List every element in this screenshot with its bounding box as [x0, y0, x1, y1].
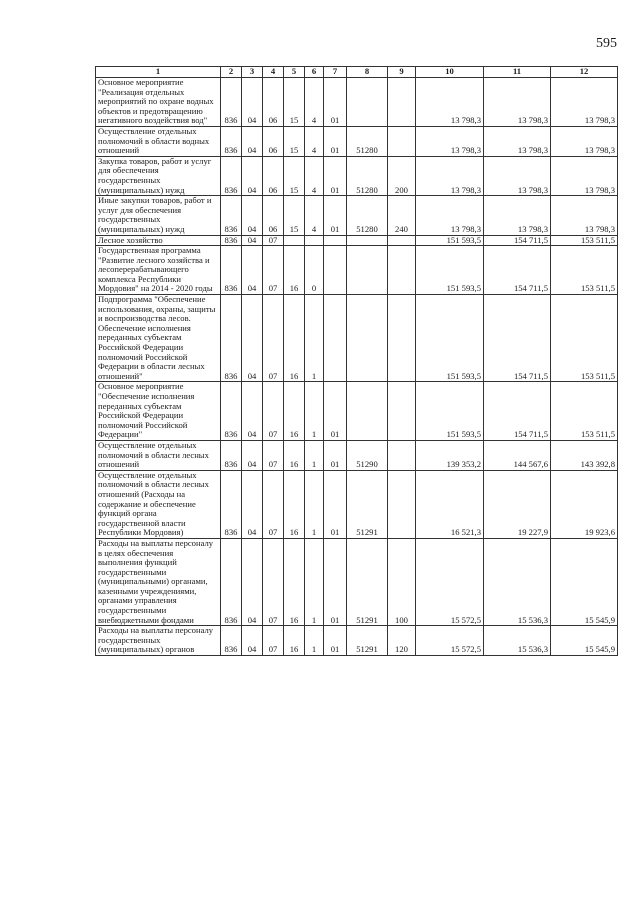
code-subprogram: 4 [305, 196, 324, 235]
row-name: Осуществление отдельных полномочий в области водных отношений [96, 126, 221, 156]
code-section: 04 [242, 470, 263, 538]
amount-col-10: 151 593,5 [416, 246, 484, 295]
code-program: 15 [284, 78, 305, 127]
table-row [96, 538, 618, 625]
code-section: 04 [242, 440, 263, 470]
row-name: Закупка товаров, работ и услуг для обеспечения государственных (муниципальных) нужд [96, 156, 221, 195]
code-admin: 836 [221, 295, 242, 382]
table-row [96, 246, 618, 295]
column-header: 12 [551, 67, 618, 78]
code-section: 04 [242, 246, 263, 295]
table-row [96, 470, 618, 538]
code-section: 04 [242, 295, 263, 382]
code-subsection: 07 [263, 626, 284, 656]
column-header: 2 [221, 67, 242, 78]
row-name: Подпрограмма "Обеспечение использования, охраны, защиты и воспроизводства лесов. Обеспечение исполнения переданных субъектам Российской Федерации полномочий Российской Федерации в области лесных отношений" [96, 295, 221, 382]
code-direction [347, 295, 388, 382]
column-header: 3 [242, 67, 263, 78]
code-subprogram: 1 [305, 295, 324, 382]
table-row [96, 126, 618, 156]
table-row [96, 78, 618, 127]
amount-col-11: 19 227,9 [484, 470, 551, 538]
code-subprogram: 1 [305, 626, 324, 656]
code-measure: 01 [324, 126, 347, 156]
code-direction: 51280 [347, 126, 388, 156]
code-expense-type: 100 [388, 538, 416, 625]
row-name: Иные закупки товаров, работ и услуг для обеспечения государственных (муниципальных) нужд [96, 196, 221, 235]
code-measure [324, 295, 347, 382]
code-program: 16 [284, 382, 305, 441]
amount-col-12: 153 511,5 [551, 246, 618, 295]
code-program: 15 [284, 196, 305, 235]
code-program: 16 [284, 440, 305, 470]
column-header: 10 [416, 67, 484, 78]
code-admin: 836 [221, 246, 242, 295]
code-subsection: 07 [263, 538, 284, 625]
code-subprogram: 1 [305, 382, 324, 441]
amount-col-12: 19 923,6 [551, 470, 618, 538]
amount-col-11: 15 536,3 [484, 538, 551, 625]
code-expense-type [388, 78, 416, 127]
code-direction: 51280 [347, 156, 388, 195]
amount-col-10: 139 353,2 [416, 440, 484, 470]
header-row [96, 67, 618, 78]
code-subsection: 07 [263, 382, 284, 441]
amount-col-12: 143 392,8 [551, 440, 618, 470]
code-measure: 01 [324, 78, 347, 127]
amount-col-11: 13 798,3 [484, 196, 551, 235]
code-subsection: 06 [263, 78, 284, 127]
amount-col-10: 151 593,5 [416, 235, 484, 246]
code-measure: 01 [324, 538, 347, 625]
code-admin: 836 [221, 78, 242, 127]
row-name: Расходы на выплаты персоналу в целях обеспечения выполнения функций государственными (муниципальными) органами, казенными учреждениями, органами управления государственными внебюджетными фондами [96, 538, 221, 625]
code-admin: 836 [221, 382, 242, 441]
row-name: Осуществление отдельных полномочий в области лесных отношений (Расходы на содержание и обеспечение функций органа государственной власти Республики Мордовия) [96, 470, 221, 538]
amount-col-11: 15 536,3 [484, 626, 551, 656]
code-subsection: 07 [263, 246, 284, 295]
table-row [96, 235, 618, 246]
amount-col-12: 13 798,3 [551, 126, 618, 156]
code-subsection: 07 [263, 295, 284, 382]
code-subprogram: 4 [305, 78, 324, 127]
amount-col-12: 153 511,5 [551, 235, 618, 246]
column-header: 8 [347, 67, 388, 78]
table-row [96, 156, 618, 195]
amount-col-12: 153 511,5 [551, 295, 618, 382]
code-measure: 01 [324, 156, 347, 195]
table-row [96, 295, 618, 382]
code-measure: 01 [324, 626, 347, 656]
amount-col-12: 13 798,3 [551, 196, 618, 235]
code-direction [347, 382, 388, 441]
code-admin: 836 [221, 126, 242, 156]
code-measure: 01 [324, 196, 347, 235]
code-direction [347, 78, 388, 127]
code-expense-type [388, 440, 416, 470]
table-row [96, 626, 618, 656]
code-section: 04 [242, 196, 263, 235]
code-direction: 51280 [347, 196, 388, 235]
amount-col-10: 15 572,5 [416, 626, 484, 656]
code-direction [347, 235, 388, 246]
code-measure: 01 [324, 382, 347, 441]
amount-col-12: 153 511,5 [551, 382, 618, 441]
row-name: Осуществление отдельных полномочий в области лесных отношений [96, 440, 221, 470]
amount-col-10: 16 521,3 [416, 470, 484, 538]
amount-col-10: 13 798,3 [416, 196, 484, 235]
column-header: 11 [484, 67, 551, 78]
code-subprogram: 1 [305, 470, 324, 538]
table-row [96, 440, 618, 470]
code-expense-type [388, 295, 416, 382]
row-name: Основное мероприятие "Обеспечение исполнения переданных субъектам Российской Федерации полномочий Российской Федерации" [96, 382, 221, 441]
code-section: 04 [242, 382, 263, 441]
code-section: 04 [242, 156, 263, 195]
code-direction: 51291 [347, 470, 388, 538]
amount-col-12: 13 798,3 [551, 156, 618, 195]
amount-col-11: 154 711,5 [484, 295, 551, 382]
column-header: 1 [96, 67, 221, 78]
code-section: 04 [242, 78, 263, 127]
row-name: Лесное хозяйство [96, 235, 221, 246]
code-direction: 51291 [347, 538, 388, 625]
code-admin: 836 [221, 538, 242, 625]
amount-col-11: 13 798,3 [484, 126, 551, 156]
code-program: 16 [284, 295, 305, 382]
code-section: 04 [242, 126, 263, 156]
code-direction: 51291 [347, 626, 388, 656]
code-measure: 01 [324, 470, 347, 538]
code-expense-type: 120 [388, 626, 416, 656]
column-header: 9 [388, 67, 416, 78]
code-subsection: 06 [263, 156, 284, 195]
amount-col-11: 13 798,3 [484, 156, 551, 195]
code-section: 04 [242, 626, 263, 656]
column-header: 4 [263, 67, 284, 78]
row-name: Основное мероприятие "Реализация отдельных мероприятий по охране водных объектов и предотвращению негативного воздействия вод" [96, 78, 221, 127]
code-admin: 836 [221, 235, 242, 246]
code-direction: 51290 [347, 440, 388, 470]
code-program: 16 [284, 470, 305, 538]
code-measure [324, 235, 347, 246]
column-header: 6 [305, 67, 324, 78]
code-subsection: 07 [263, 470, 284, 538]
column-header: 7 [324, 67, 347, 78]
amount-col-10: 15 572,5 [416, 538, 484, 625]
amount-col-11: 154 711,5 [484, 235, 551, 246]
code-admin: 836 [221, 440, 242, 470]
code-program: 15 [284, 126, 305, 156]
code-expense-type: 240 [388, 196, 416, 235]
code-expense-type [388, 470, 416, 538]
code-program [284, 235, 305, 246]
code-subsection: 06 [263, 126, 284, 156]
amount-col-12: 15 545,9 [551, 538, 618, 625]
code-measure [324, 246, 347, 295]
code-program: 15 [284, 156, 305, 195]
page-number: 595 [596, 36, 617, 51]
code-program: 16 [284, 246, 305, 295]
code-subprogram: 4 [305, 126, 324, 156]
code-admin: 836 [221, 196, 242, 235]
code-section: 04 [242, 235, 263, 246]
table-row [96, 382, 618, 441]
code-subprogram: 1 [305, 538, 324, 625]
code-program: 16 [284, 626, 305, 656]
code-expense-type [388, 382, 416, 441]
amount-col-12: 13 798,3 [551, 78, 618, 127]
column-header: 5 [284, 67, 305, 78]
amount-col-11: 144 567,6 [484, 440, 551, 470]
amount-col-10: 13 798,3 [416, 126, 484, 156]
code-subsection: 07 [263, 235, 284, 246]
code-expense-type: 200 [388, 156, 416, 195]
budget-table [95, 66, 618, 656]
code-program: 16 [284, 538, 305, 625]
code-subprogram: 0 [305, 246, 324, 295]
amount-col-11: 13 798,3 [484, 78, 551, 127]
code-measure: 01 [324, 440, 347, 470]
code-subsection: 06 [263, 196, 284, 235]
code-subprogram: 4 [305, 156, 324, 195]
code-admin: 836 [221, 470, 242, 538]
table-row [96, 196, 618, 235]
amount-col-10: 151 593,5 [416, 382, 484, 441]
amount-col-10: 151 593,5 [416, 295, 484, 382]
row-name: Государственная программа "Развитие лесного хозяйства и лесоперерабатывающего комплекса Республики Мордовия" на 2014 - 2020 годы [96, 246, 221, 295]
code-expense-type [388, 246, 416, 295]
amount-col-11: 154 711,5 [484, 246, 551, 295]
amount-col-12: 15 545,9 [551, 626, 618, 656]
code-admin: 836 [221, 626, 242, 656]
amount-col-10: 13 798,3 [416, 78, 484, 127]
code-direction [347, 246, 388, 295]
amount-col-10: 13 798,3 [416, 156, 484, 195]
amount-col-11: 154 711,5 [484, 382, 551, 441]
row-name: Расходы на выплаты персоналу государственных (муниципальных) органов [96, 626, 221, 656]
code-admin: 836 [221, 156, 242, 195]
code-subprogram: 1 [305, 440, 324, 470]
code-expense-type [388, 235, 416, 246]
code-expense-type [388, 126, 416, 156]
code-subprogram [305, 235, 324, 246]
code-subsection: 07 [263, 440, 284, 470]
code-section: 04 [242, 538, 263, 625]
